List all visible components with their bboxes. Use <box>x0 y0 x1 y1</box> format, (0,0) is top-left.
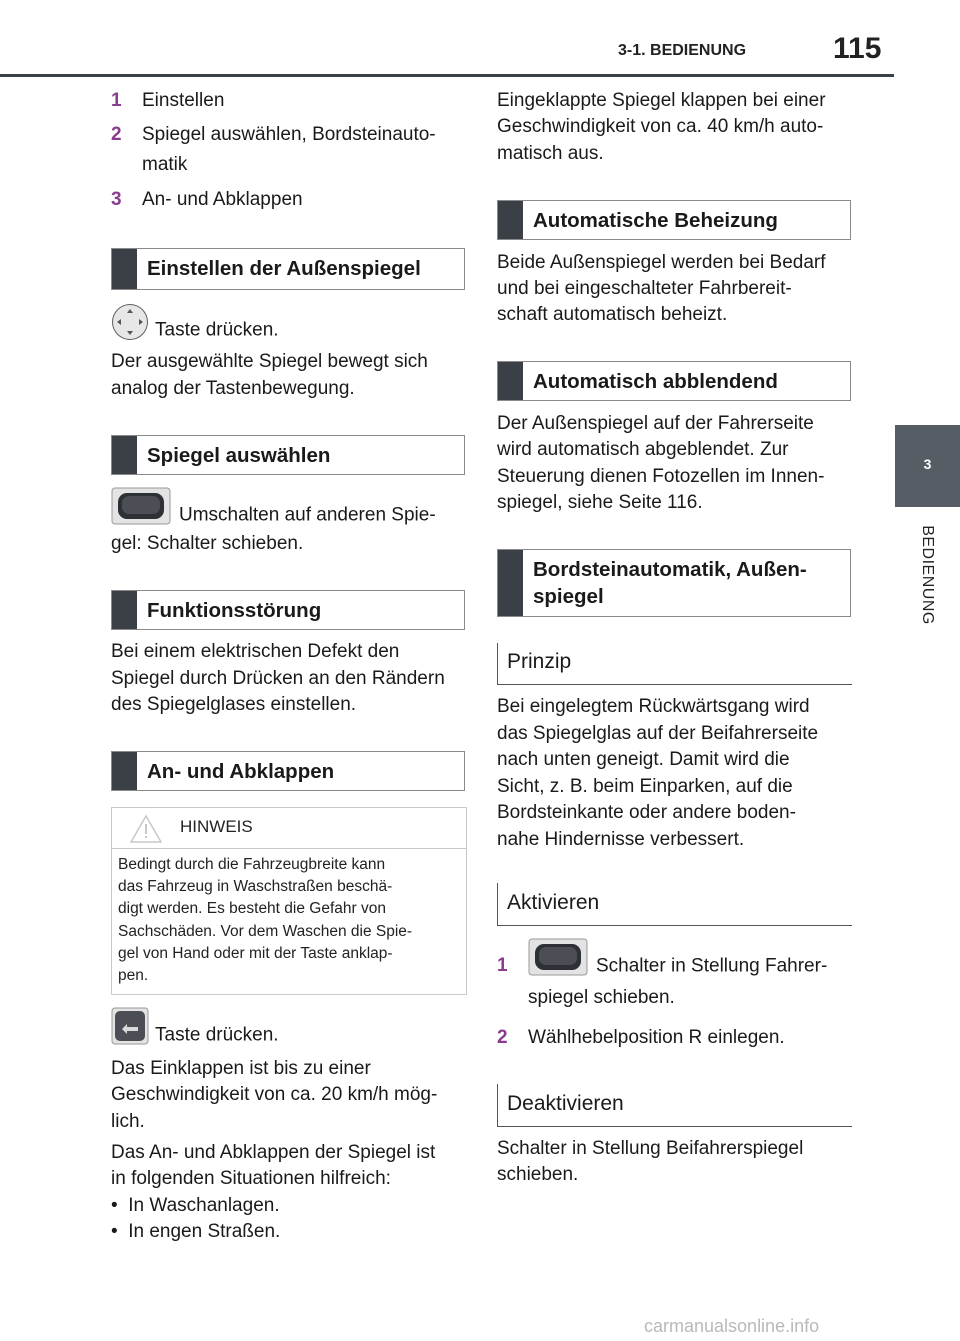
warning-icon <box>129 814 163 849</box>
list-item: 3 An- und Abklappen <box>111 189 303 210</box>
list-item-cont: matik <box>142 154 188 175</box>
paragraph: Geschwindigkeit von ca. 20 km/h mög- <box>111 1084 438 1105</box>
subheading-prinzip: Prinzip <box>497 643 852 685</box>
chapter-tab: 3 <box>895 425 960 507</box>
paragraph: lich. <box>111 1111 145 1132</box>
taste-line-1: Taste drücken. <box>111 311 279 350</box>
paragraph: Schalter in Stellung Beifahrerspiegel <box>497 1138 804 1159</box>
taste-line-2: Taste drücken. <box>111 1017 279 1054</box>
umschalten-line: Umschalten auf anderen Spie- <box>111 497 436 534</box>
paragraph: Der ausgewählte Spiegel bewegt sich <box>111 351 428 372</box>
paragraph: Geschwindigkeit von ca. 40 km/h auto- <box>497 116 824 137</box>
list-item: 1 Einstellen <box>111 90 225 111</box>
list-item: 1 Schalter in Stellung Fahrer- <box>497 948 827 985</box>
paragraph: Bei eingelegtem Rückwärtsgang wird <box>497 696 810 717</box>
paragraph: Spiegel durch Drücken an den Rändern <box>111 668 445 689</box>
mirror-select-switch-icon <box>528 938 588 985</box>
paragraph: des Spiegelglases einstellen. <box>111 694 357 715</box>
heading-funktion: Funktionsstörung <box>111 590 465 630</box>
paragraph: Sicht, z. B. beim Einparken, auf die <box>497 776 793 797</box>
list-item: • In engen Straßen. <box>111 1221 281 1242</box>
paragraph: nach unten geneigt. Damit wird die <box>497 749 790 770</box>
list-item: • In Waschanlagen. <box>111 1195 280 1216</box>
paragraph: in folgenden Situationen hilfreich: <box>111 1168 391 1189</box>
chapter-label: BEDIENUNG <box>919 525 936 625</box>
paragraph: Das Einklappen ist bis zu einer <box>111 1058 371 1079</box>
list-item: 2 Wählhebelposition R einlegen. <box>497 1027 785 1048</box>
paragraph: Bei einem elektrischen Defekt den <box>111 641 400 662</box>
paragraph: Das An- und Abklappen der Spiegel ist <box>111 1142 436 1163</box>
paragraph: Eingeklappte Spiegel klappen bei einer <box>497 90 826 111</box>
paragraph: spiegel, siehe Seite 116. <box>497 492 703 513</box>
list-item: 2 Spiegel auswählen, Bordsteinauto- <box>111 124 436 145</box>
paragraph: Der Außenspiegel auf der Fahrerseite <box>497 413 814 434</box>
heading-abblend: Automatisch abblendend <box>497 361 851 401</box>
paragraph: Bordsteinkante oder andere boden- <box>497 802 796 823</box>
heading-einstellen: Einstellen der Außenspiegel <box>111 248 465 290</box>
heading-bordstein: Bordsteinautomatik, Außen- spiegel <box>497 549 851 617</box>
mirror-select-switch-icon <box>111 487 171 534</box>
note-label: HINWEIS <box>180 817 253 836</box>
mirror-joystick-icon <box>111 303 149 350</box>
paragraph: das Spiegelglas auf der Beifahrerseite <box>497 723 819 744</box>
heading-anab: An- und Abklappen <box>111 751 465 791</box>
paragraph: Steuerung dienen Fotozellen im Innen- <box>497 466 825 487</box>
paragraph: und bei eingeschalteter Fahrbereit- <box>497 278 792 299</box>
paragraph: Beide Außenspiegel werden bei Bedarf <box>497 252 826 273</box>
list-item-cont: spiegel schieben. <box>528 987 675 1008</box>
fold-mirror-button-icon <box>111 1007 149 1054</box>
subheading-deaktivieren: Deaktivieren <box>497 1084 852 1127</box>
note-box <box>111 807 467 995</box>
paragraph: schaft automatisch beheizt. <box>497 304 728 325</box>
heading-auswaehlen: Spiegel auswählen <box>111 435 465 475</box>
header-rule <box>0 74 894 77</box>
section-title: 3-1. BEDIENUNG <box>618 42 747 59</box>
note-text: Bedingt durch die Fahrzeugbreite kann das Fahrzeug in Waschstraßen beschä- digt werden. Es besteht die Gefahr von Sachschäden. Vor dem Waschen die Spie- gel von Hand oder mit der Taste anklap- pen. <box>118 856 413 985</box>
paragraph: gel: Schalter schieben. <box>111 533 304 554</box>
subheading-aktivieren: Aktivieren <box>497 883 852 926</box>
paragraph: nahe Hindernisse verbessert. <box>497 829 745 850</box>
paragraph: wird automatisch abgeblendet. Zur <box>497 439 789 460</box>
heading-heizung: Automatische Beheizung <box>497 200 851 240</box>
paragraph: schieben. <box>497 1164 579 1185</box>
paragraph: matisch aus. <box>497 143 604 164</box>
page-number: 115 <box>833 32 882 65</box>
watermark: carmanualsonline.info <box>644 1316 820 1336</box>
paragraph: analog der Tastenbewegung. <box>111 378 355 399</box>
